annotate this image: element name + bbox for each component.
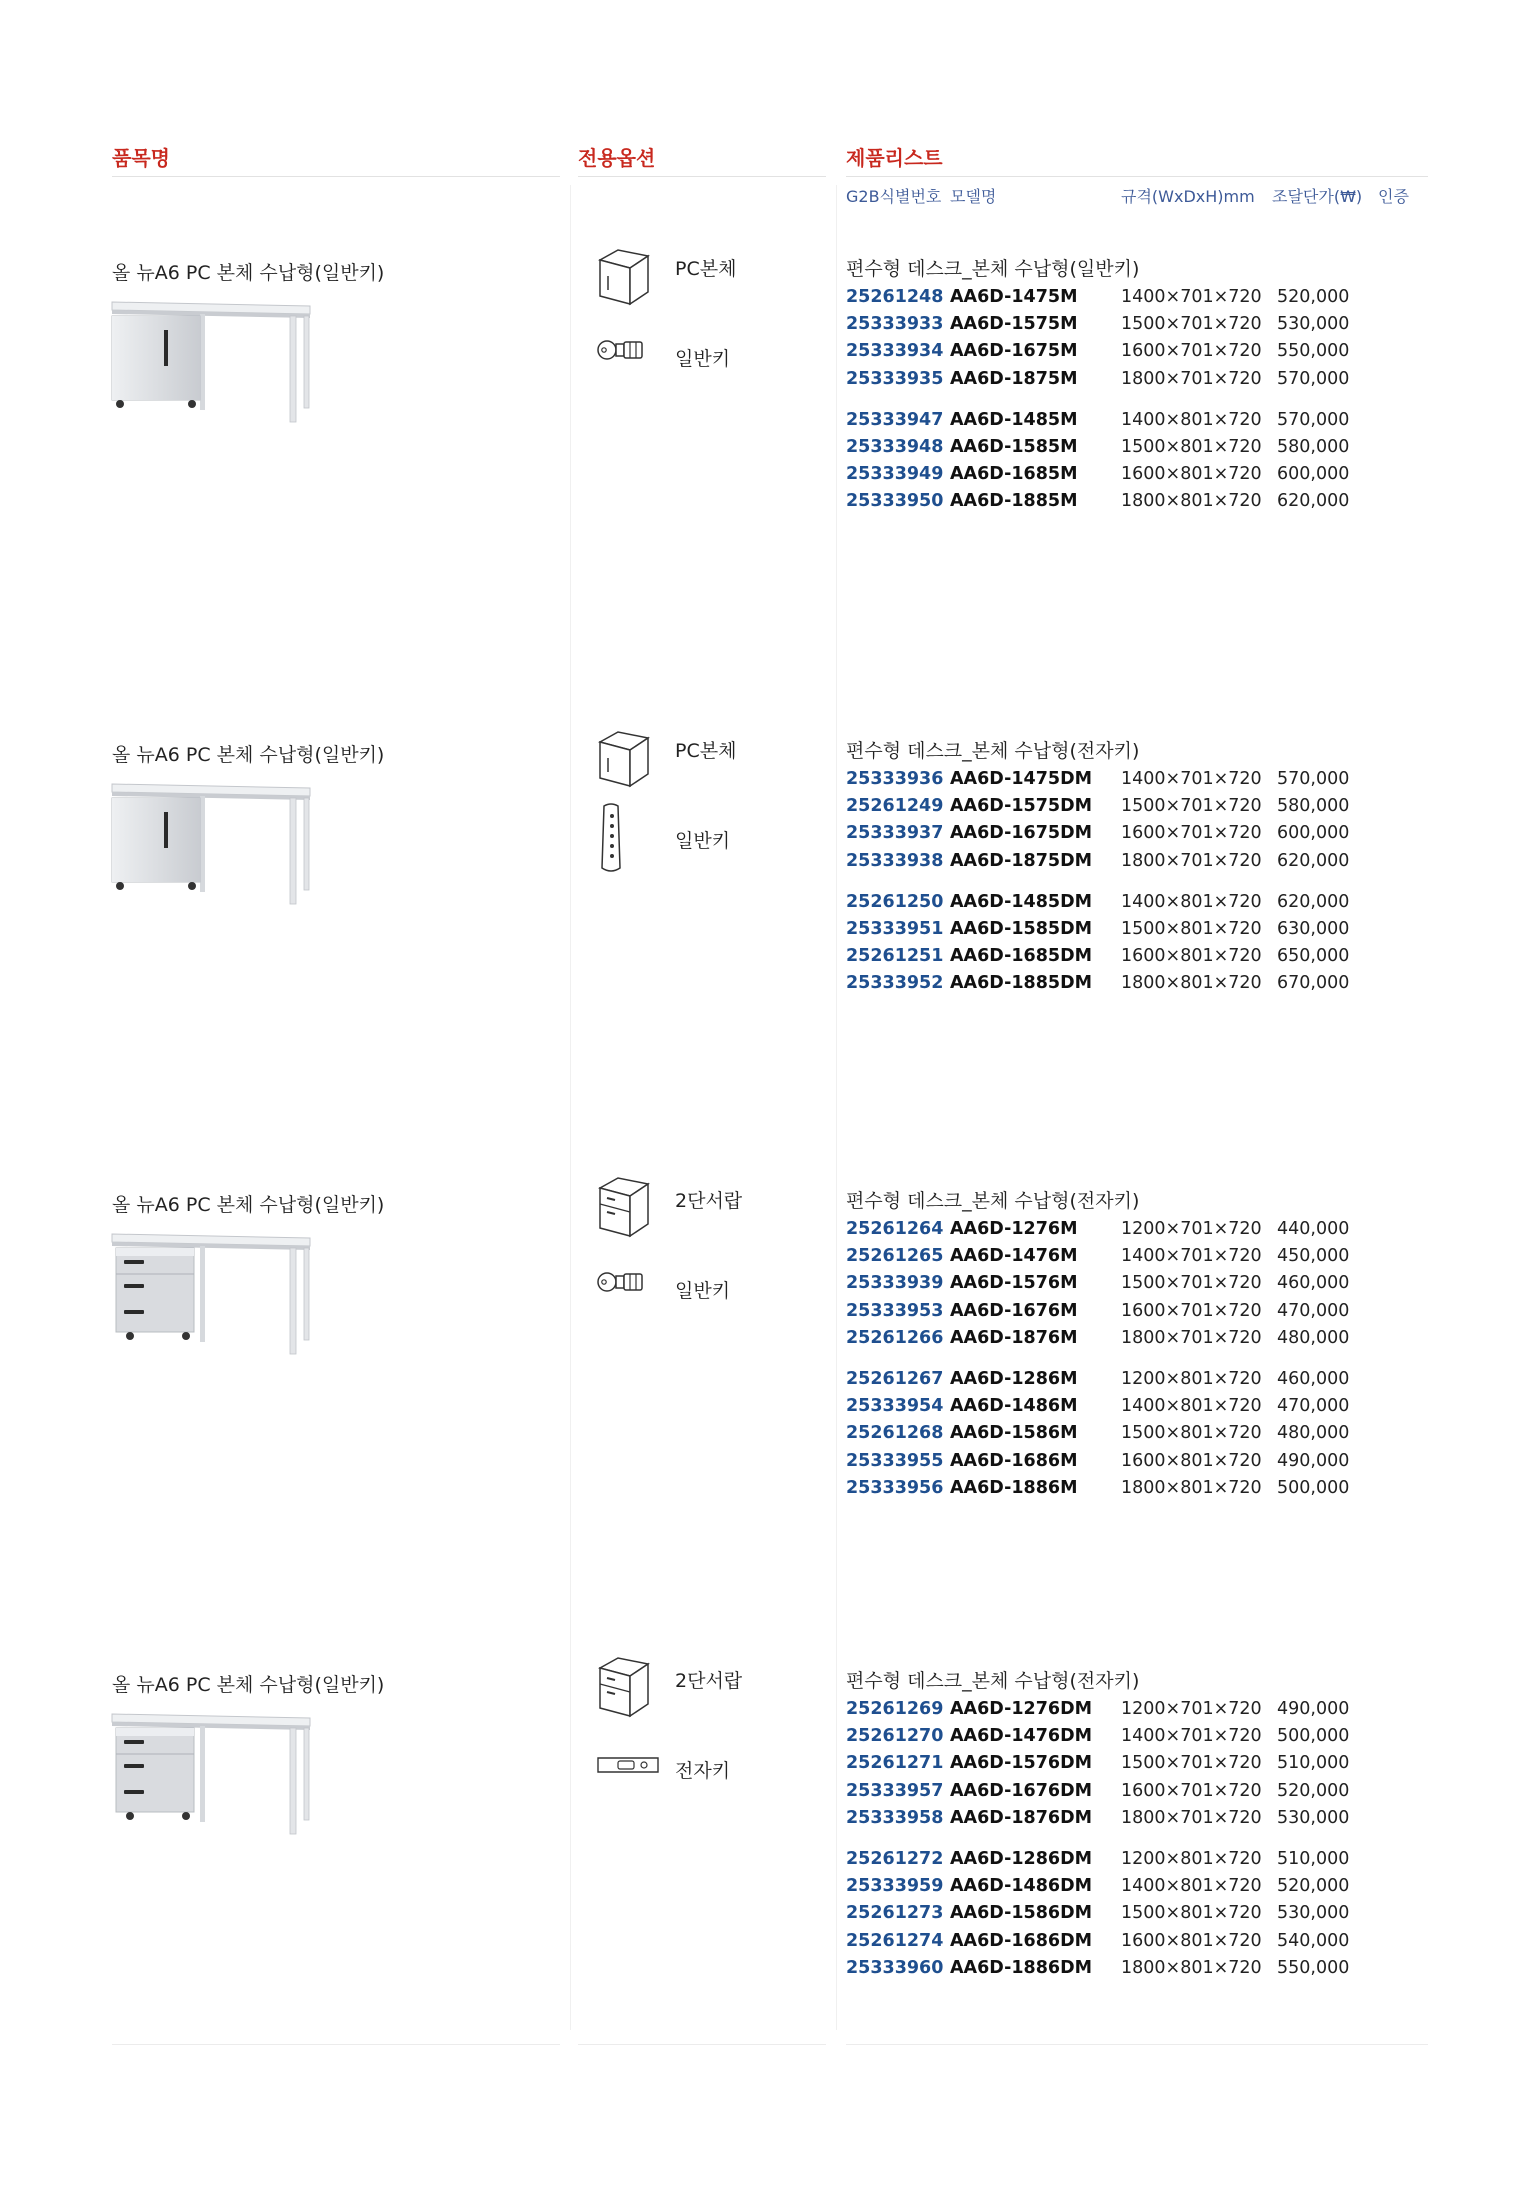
g2b-id: 25261267 (846, 1368, 944, 1389)
table-row (846, 1325, 1446, 1352)
group-gap (846, 875, 1446, 889)
model-name: AA6D-1585DM (950, 918, 1093, 939)
table-row (846, 1928, 1446, 1955)
list-title: 편수형 데스크_본체 수납형(전자키) (846, 1670, 1140, 1692)
model-name: AA6D-1685M (950, 464, 1078, 485)
spec: 1500×701×720 (1121, 314, 1262, 335)
spec: 1500×801×720 (1121, 918, 1262, 939)
model-name: AA6D-1575M (950, 314, 1078, 335)
desk-image (110, 1706, 320, 1840)
price: 530,000 (1277, 314, 1350, 335)
option-label: 2단서랍 (675, 1190, 743, 1212)
g2b-id: 25333954 (846, 1396, 944, 1417)
g2b-id: 25333950 (846, 491, 944, 512)
product-list (846, 258, 1446, 516)
spec: 1500×801×720 (1121, 1903, 1262, 1924)
table-row (846, 1420, 1446, 1447)
g2b-id: 25261265 (846, 1246, 944, 1267)
key-icon (596, 1268, 656, 1300)
price: 620,000 (1277, 891, 1350, 912)
option-label: 일반키 (675, 830, 731, 852)
spec: 1500×701×720 (1121, 1753, 1262, 1774)
table-row (846, 1846, 1446, 1873)
model-name: AA6D-1685DM (950, 946, 1093, 967)
two-drawer-icon (596, 1174, 652, 1244)
g2b-id: 25333952 (846, 973, 944, 994)
g2b-id: 25261274 (846, 1930, 944, 1951)
model-name: AA6D-1875M (950, 368, 1078, 389)
price: 620,000 (1277, 491, 1350, 512)
product-name: 올 뉴A6 PC 본체 수납형(일반키) (112, 1194, 385, 1216)
header-product-name: 품목명 (112, 146, 170, 170)
spec: 1500×701×720 (1121, 796, 1262, 817)
table-row (846, 1805, 1446, 1832)
price: 530,000 (1277, 1807, 1350, 1828)
g2b-id: 25261249 (846, 796, 944, 817)
table-row (846, 1216, 1446, 1243)
model-name: AA6D-1476DM (950, 1726, 1093, 1747)
spec: 1800×801×720 (1121, 491, 1262, 512)
table-row (846, 1955, 1446, 1982)
table-row (846, 766, 1446, 793)
price: 450,000 (1277, 1246, 1350, 1267)
table-row (846, 1723, 1446, 1750)
price: 520,000 (1277, 1780, 1350, 1801)
spec: 1600×801×720 (1121, 464, 1262, 485)
header-product-list: 제품리스트 (846, 146, 943, 170)
table-row (846, 848, 1446, 875)
option-label: 전자키 (675, 1760, 731, 1782)
table-row (846, 1448, 1446, 1475)
table-row (846, 1243, 1446, 1270)
spec: 1400×801×720 (1121, 1876, 1262, 1897)
model-name: AA6D-1885M (950, 491, 1078, 512)
key-icon (596, 336, 656, 368)
spec: 1600×701×720 (1121, 341, 1262, 362)
table-row (846, 970, 1446, 997)
spec: 1500×701×720 (1121, 1273, 1262, 1294)
spec: 1600×801×720 (1121, 946, 1262, 967)
model-name: AA6D-1485DM (950, 891, 1093, 912)
g2b-id: 25333955 (846, 1450, 944, 1471)
pc-cabinet-icon (596, 246, 652, 312)
spec: 1400×701×720 (1121, 1246, 1262, 1267)
column-divider (836, 185, 837, 2030)
price: 570,000 (1277, 769, 1350, 789)
price: 570,000 (1277, 368, 1350, 389)
spec: 1200×701×720 (1121, 1699, 1262, 1719)
spec: 1200×801×720 (1121, 1368, 1262, 1389)
price: 650,000 (1277, 946, 1350, 967)
col-spec: 규격(WxDxH)mm (1121, 187, 1255, 206)
model-name: AA6D-1486DM (950, 1876, 1093, 1897)
g2b-id: 25333949 (846, 464, 944, 485)
model-name: AA6D-1675M (950, 341, 1078, 362)
table-row (846, 889, 1446, 916)
header-options: 전용옵션 (578, 146, 656, 170)
g2b-id: 25261273 (846, 1903, 944, 1924)
list-title: 편수형 데스크_본체 수납형(전자키) (846, 1190, 1140, 1212)
table-row (846, 1270, 1446, 1297)
spec: 1800×701×720 (1121, 850, 1262, 871)
price: 470,000 (1277, 1396, 1350, 1417)
table-row (846, 1750, 1446, 1777)
price: 440,000 (1277, 1219, 1350, 1239)
column-divider (570, 185, 571, 2030)
g2b-id: 25333953 (846, 1300, 944, 1321)
price: 620,000 (1277, 850, 1350, 871)
spec: 1200×801×720 (1121, 1848, 1262, 1869)
table-row (846, 338, 1446, 365)
g2b-id: 25261250 (846, 891, 944, 912)
price: 490,000 (1277, 1699, 1350, 1719)
spec: 1600×801×720 (1121, 1450, 1262, 1471)
table-row (846, 1475, 1446, 1502)
option-label: PC본체 (675, 258, 737, 280)
header-divider (578, 176, 826, 177)
table-row (846, 284, 1446, 311)
spec: 1800×801×720 (1121, 1957, 1262, 1978)
table-row (846, 1366, 1446, 1393)
spec: 1800×801×720 (1121, 1477, 1262, 1498)
price: 470,000 (1277, 1300, 1350, 1321)
model-name: AA6D-1676M (950, 1300, 1078, 1321)
two-drawer-icon (596, 1654, 652, 1724)
g2b-id: 25333933 (846, 314, 944, 335)
keypad-lock-icon (596, 1754, 660, 1780)
g2b-id: 25261272 (846, 1848, 944, 1869)
price: 460,000 (1277, 1368, 1350, 1389)
table-row (846, 820, 1446, 847)
g2b-id: 25261266 (846, 1327, 944, 1348)
spec: 1400×801×720 (1121, 409, 1262, 430)
header-divider (112, 176, 560, 177)
model-name: AA6D-1686M (950, 1450, 1078, 1471)
g2b-id: 25261248 (846, 287, 944, 307)
option-label: 2단서랍 (675, 1670, 743, 1692)
model-name: AA6D-1286DM (950, 1848, 1093, 1869)
g2b-id: 25261264 (846, 1219, 944, 1239)
model-name: AA6D-1575DM (950, 796, 1093, 817)
g2b-id: 25333939 (846, 1273, 944, 1294)
table-row (846, 311, 1446, 338)
list-title: 편수형 데스크_본체 수납형(전자키) (846, 740, 1140, 762)
col-cert: 인증 (1378, 187, 1409, 206)
model-name: AA6D-1676DM (950, 1780, 1093, 1801)
g2b-id: 25333960 (846, 1957, 944, 1978)
price: 520,000 (1277, 1876, 1350, 1897)
spec: 1400×701×720 (1121, 1726, 1262, 1747)
product-name: 올 뉴A6 PC 본체 수납형(일반키) (112, 1674, 385, 1696)
table-row (846, 1696, 1446, 1723)
model-name: AA6D-1875DM (950, 850, 1093, 871)
g2b-id: 25333947 (846, 409, 944, 430)
g2b-id: 25333951 (846, 918, 944, 939)
footer-divider (578, 2044, 826, 2045)
price: 520,000 (1277, 287, 1350, 307)
model-name: AA6D-1475M (950, 287, 1078, 307)
price: 480,000 (1277, 1423, 1350, 1444)
model-name: AA6D-1475DM (950, 769, 1093, 789)
desk-image (110, 1226, 320, 1360)
spec: 1600×801×720 (1121, 1930, 1262, 1951)
spec: 1600×701×720 (1121, 823, 1262, 844)
model-name: AA6D-1686DM (950, 1930, 1093, 1951)
desk-image (110, 294, 320, 428)
model-name: AA6D-1486M (950, 1396, 1078, 1417)
table-row (846, 461, 1446, 488)
option-label: 일반키 (675, 348, 731, 370)
option-label: PC본체 (675, 740, 737, 762)
group-gap (846, 1832, 1446, 1846)
col-model: 모델명 (950, 187, 997, 206)
g2b-id: 25261271 (846, 1753, 944, 1774)
model-name: AA6D-1876DM (950, 1807, 1093, 1828)
table-row (846, 1778, 1446, 1805)
spec: 1800×701×720 (1121, 1807, 1262, 1828)
table-row (846, 407, 1446, 434)
product-list (846, 740, 1446, 998)
price: 570,000 (1277, 409, 1350, 430)
table-row (846, 434, 1446, 461)
g2b-id: 25261268 (846, 1423, 944, 1444)
spec: 1400×801×720 (1121, 891, 1262, 912)
model-name: AA6D-1585M (950, 436, 1078, 457)
electronic-lock-icon (596, 802, 626, 880)
footer-divider (846, 2044, 1428, 2045)
col-price: 조달단가(₩) (1272, 187, 1363, 206)
spec: 1600×701×720 (1121, 1300, 1262, 1321)
spec: 1800×801×720 (1121, 973, 1262, 994)
price: 600,000 (1277, 464, 1350, 485)
price: 550,000 (1277, 1957, 1350, 1978)
g2b-id: 25333956 (846, 1477, 944, 1498)
model-name: AA6D-1586DM (950, 1903, 1093, 1924)
table-row (846, 366, 1446, 393)
g2b-id: 25333959 (846, 1876, 944, 1897)
group-gap (846, 1352, 1446, 1366)
table-row (846, 1298, 1446, 1325)
price: 500,000 (1277, 1726, 1350, 1747)
option-label: 일반키 (675, 1280, 731, 1302)
product-list (846, 1190, 1446, 1502)
price: 630,000 (1277, 918, 1350, 939)
price: 480,000 (1277, 1327, 1350, 1348)
table-row (846, 943, 1446, 970)
spec: 1400×801×720 (1121, 1396, 1262, 1417)
col-g2b-id: G2B식별번호 (846, 187, 942, 206)
model-name: AA6D-1476M (950, 1246, 1078, 1267)
model-name: AA6D-1576DM (950, 1753, 1093, 1774)
g2b-id: 25333937 (846, 823, 944, 844)
g2b-id: 25333948 (846, 436, 944, 457)
g2b-id: 25333936 (846, 769, 944, 789)
spec: 1800×701×720 (1121, 368, 1262, 389)
spec: 1200×701×720 (1121, 1219, 1262, 1239)
spec: 1500×801×720 (1121, 1423, 1262, 1444)
table-row (846, 1900, 1446, 1927)
price: 670,000 (1277, 973, 1350, 994)
model-name: AA6D-1586M (950, 1423, 1078, 1444)
model-name: AA6D-1886DM (950, 1957, 1093, 1978)
price: 600,000 (1277, 823, 1350, 844)
model-name: AA6D-1576M (950, 1273, 1078, 1294)
spec: 1400×701×720 (1121, 769, 1262, 789)
model-name: AA6D-1876M (950, 1327, 1078, 1348)
pc-cabinet-icon (596, 728, 652, 794)
model-name: AA6D-1675DM (950, 823, 1093, 844)
g2b-id: 25333957 (846, 1780, 944, 1801)
table-row (846, 488, 1446, 515)
spec: 1600×701×720 (1121, 1780, 1262, 1801)
g2b-id: 25261269 (846, 1699, 944, 1719)
table-row (846, 1393, 1446, 1420)
table-row (846, 793, 1446, 820)
g2b-id: 25333938 (846, 850, 944, 871)
list-title: 편수형 데스크_본체 수납형(일반키) (846, 258, 1140, 280)
product-name: 올 뉴A6 PC 본체 수납형(일반키) (112, 262, 385, 284)
model-name: AA6D-1286M (950, 1368, 1078, 1389)
price: 510,000 (1277, 1848, 1350, 1869)
model-name: AA6D-1485M (950, 409, 1078, 430)
g2b-id: 25333935 (846, 368, 944, 389)
group-gap (846, 393, 1446, 407)
g2b-id: 25333934 (846, 341, 944, 362)
price: 540,000 (1277, 1930, 1350, 1951)
spec: 1800×701×720 (1121, 1327, 1262, 1348)
price: 490,000 (1277, 1450, 1350, 1471)
model-name: AA6D-1885DM (950, 973, 1093, 994)
g2b-id: 25261270 (846, 1726, 944, 1747)
price: 500,000 (1277, 1477, 1350, 1498)
price: 510,000 (1277, 1753, 1350, 1774)
model-name: AA6D-1886M (950, 1477, 1078, 1498)
price: 550,000 (1277, 341, 1350, 362)
price: 580,000 (1277, 436, 1350, 457)
table-row (846, 1873, 1446, 1900)
model-name: AA6D-1276DM (950, 1699, 1093, 1719)
footer-divider (112, 2044, 560, 2045)
product-list (846, 1670, 1446, 1982)
spec: 1400×701×720 (1121, 287, 1262, 307)
desk-image (110, 776, 320, 910)
product-name: 올 뉴A6 PC 본체 수납형(일반키) (112, 744, 385, 766)
g2b-id: 25333958 (846, 1807, 944, 1828)
price: 530,000 (1277, 1903, 1350, 1924)
price: 460,000 (1277, 1273, 1350, 1294)
spec: 1500×801×720 (1121, 436, 1262, 457)
price: 580,000 (1277, 796, 1350, 817)
table-row (846, 916, 1446, 943)
g2b-id: 25261251 (846, 946, 944, 967)
model-name: AA6D-1276M (950, 1219, 1078, 1239)
header-divider (846, 176, 1428, 177)
